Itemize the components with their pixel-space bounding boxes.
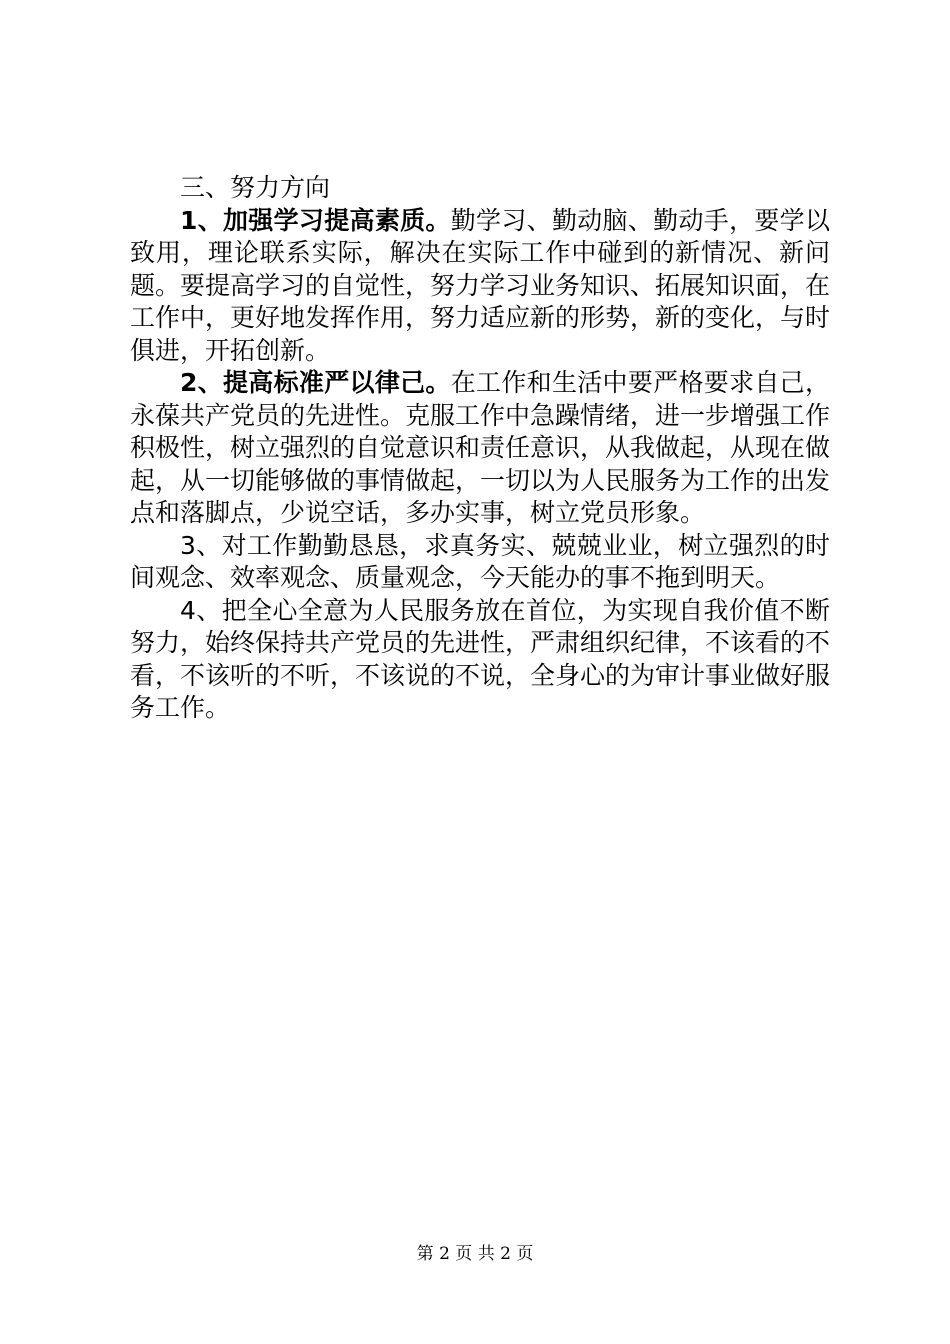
section-heading: 三、努力方向 bbox=[180, 173, 331, 202]
document-body bbox=[130, 172, 830, 725]
paragraph-1-lead: 1、加强学习提高素质。 bbox=[180, 205, 451, 235]
page-footer bbox=[0, 1243, 950, 1265]
paragraph-2 bbox=[130, 367, 830, 530]
paragraph-1-text: 勤学习、勤动脑、勤动手，要学以致用，理论联系实际，解决在实际工作中碰到的新情况、新问题。要提高学习的自觉性，努力学习业务知识、拓展知识面，在工作中，更好地发挥作用，努力适应新的形势，新的变化，与时俱进，开拓创新。 bbox=[130, 205, 831, 365]
paragraph-3-text: 3、对工作勤勤恳恳，求真务实、兢兢业业，树立强烈的时间观念、效率观念、质量观念，今天能办的事不拖到明天。 bbox=[130, 530, 830, 592]
paragraph-4 bbox=[130, 595, 830, 725]
page-number-label: 第 2 页 共 2 页 bbox=[416, 1244, 534, 1264]
paragraph-3 bbox=[130, 530, 830, 595]
paragraph-2-lead: 2、提高标准严以律己。 bbox=[180, 368, 451, 397]
paragraph-4-text: 4、把全心全意为人民服务放在首位，为实现自我价值不断努力，始终保持共产党员的先进性，严肃组织纪律，不该看的不看，不该听的不听，不该说的不说，全身心的为审计事业做好服务工作。 bbox=[130, 595, 831, 722]
paragraph-2-text: 在工作和生活中要严格要求自己，永葆共产党员的先进性。克服工作中急躁情绪，进一步增强工作积极性，树立强烈的自觉意识和责任意识，从我做起，从现在做起，从一切能够做的事情做起，一切以为人民服务为工作的出发点和落脚点，少说空话，多办实事，树立党员形象。 bbox=[130, 368, 831, 527]
paragraph-1 bbox=[130, 205, 830, 368]
